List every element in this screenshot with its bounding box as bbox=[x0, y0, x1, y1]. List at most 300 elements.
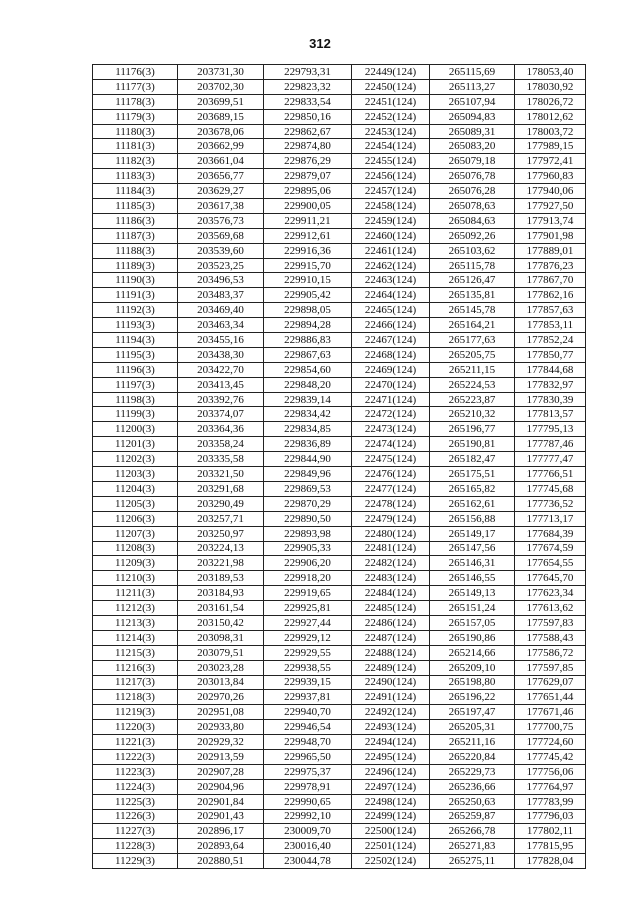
cell-x-coord-a: 203617,38 bbox=[178, 199, 264, 214]
cell-x-coord-a: 203189,53 bbox=[178, 571, 264, 586]
cell-point-id-b: 22493(124) bbox=[352, 720, 430, 735]
cell-y-coord-a: 229975,37 bbox=[264, 764, 352, 779]
table-row bbox=[93, 407, 586, 422]
table-row bbox=[93, 705, 586, 720]
cell-x-coord-b: 265094,83 bbox=[430, 109, 515, 124]
cell-x-coord-a: 202880,51 bbox=[178, 854, 264, 869]
coordinates-table bbox=[92, 64, 586, 869]
cell-point-id-b: 22458(124) bbox=[352, 199, 430, 214]
table-row bbox=[93, 615, 586, 630]
cell-point-id-b: 22480(124) bbox=[352, 526, 430, 541]
cell-point-id-a: 11217(3) bbox=[93, 675, 178, 690]
cell-x-coord-a: 203150,42 bbox=[178, 615, 264, 630]
cell-y-coord-a: 229836,89 bbox=[264, 437, 352, 452]
table-row bbox=[93, 675, 586, 690]
cell-x-coord-b: 265156,88 bbox=[430, 511, 515, 526]
cell-point-id-b: 22460(124) bbox=[352, 228, 430, 243]
cell-point-id-b: 22454(124) bbox=[352, 139, 430, 154]
cell-x-coord-a: 203569,68 bbox=[178, 228, 264, 243]
cell-point-id-b: 22459(124) bbox=[352, 213, 430, 228]
cell-y-coord-b: 177724,60 bbox=[515, 735, 586, 750]
cell-x-coord-a: 203374,07 bbox=[178, 407, 264, 422]
cell-y-coord-a: 229848,20 bbox=[264, 377, 352, 392]
cell-y-coord-a: 229870,29 bbox=[264, 496, 352, 511]
cell-x-coord-a: 203422,70 bbox=[178, 362, 264, 377]
cell-x-coord-a: 203257,71 bbox=[178, 511, 264, 526]
cell-y-coord-b: 177876,23 bbox=[515, 258, 586, 273]
cell-y-coord-b: 177736,52 bbox=[515, 496, 586, 511]
cell-y-coord-a: 229867,63 bbox=[264, 347, 352, 362]
cell-point-id-a: 11216(3) bbox=[93, 660, 178, 675]
cell-y-coord-b: 177654,55 bbox=[515, 556, 586, 571]
cell-y-coord-a: 229833,54 bbox=[264, 94, 352, 109]
cell-x-coord-b: 265205,31 bbox=[430, 720, 515, 735]
cell-x-coord-a: 203079,51 bbox=[178, 645, 264, 660]
cell-y-coord-b: 177830,39 bbox=[515, 392, 586, 407]
cell-x-coord-b: 265220,84 bbox=[430, 749, 515, 764]
table-row bbox=[93, 735, 586, 750]
cell-y-coord-b: 177889,01 bbox=[515, 243, 586, 258]
table-row bbox=[93, 288, 586, 303]
cell-x-coord-b: 265146,55 bbox=[430, 571, 515, 586]
cell-point-id-a: 11176(3) bbox=[93, 65, 178, 80]
cell-point-id-b: 22451(124) bbox=[352, 94, 430, 109]
cell-y-coord-a: 229905,42 bbox=[264, 288, 352, 303]
cell-y-coord-a: 229925,81 bbox=[264, 601, 352, 616]
cell-y-coord-a: 229893,98 bbox=[264, 526, 352, 541]
cell-point-id-b: 22457(124) bbox=[352, 184, 430, 199]
cell-point-id-a: 11204(3) bbox=[93, 481, 178, 496]
cell-point-id-b: 22468(124) bbox=[352, 347, 430, 362]
table-row bbox=[93, 392, 586, 407]
cell-x-coord-b: 265210,32 bbox=[430, 407, 515, 422]
cell-x-coord-a: 203438,30 bbox=[178, 347, 264, 362]
cell-y-coord-a: 230044,78 bbox=[264, 854, 352, 869]
cell-point-id-a: 11222(3) bbox=[93, 749, 178, 764]
cell-x-coord-b: 265079,18 bbox=[430, 154, 515, 169]
cell-y-coord-b: 177613,62 bbox=[515, 601, 586, 616]
cell-y-coord-a: 229915,70 bbox=[264, 258, 352, 273]
cell-x-coord-a: 203291,68 bbox=[178, 481, 264, 496]
cell-point-id-b: 22453(124) bbox=[352, 124, 430, 139]
cell-y-coord-b: 177777,47 bbox=[515, 452, 586, 467]
cell-y-coord-a: 229948,70 bbox=[264, 735, 352, 750]
cell-y-coord-b: 177802,11 bbox=[515, 824, 586, 839]
cell-point-id-b: 22475(124) bbox=[352, 452, 430, 467]
cell-y-coord-b: 177588,43 bbox=[515, 630, 586, 645]
cell-y-coord-b: 177867,70 bbox=[515, 273, 586, 288]
cell-y-coord-b: 177745,42 bbox=[515, 749, 586, 764]
cell-y-coord-b: 177586,72 bbox=[515, 645, 586, 660]
cell-point-id-b: 22484(124) bbox=[352, 586, 430, 601]
cell-point-id-b: 22496(124) bbox=[352, 764, 430, 779]
table-row bbox=[93, 109, 586, 124]
cell-x-coord-b: 265113,27 bbox=[430, 79, 515, 94]
cell-point-id-a: 11178(3) bbox=[93, 94, 178, 109]
cell-x-coord-b: 265236,66 bbox=[430, 779, 515, 794]
cell-y-coord-a: 229874,80 bbox=[264, 139, 352, 154]
cell-y-coord-a: 229905,33 bbox=[264, 541, 352, 556]
cell-y-coord-a: 229849,96 bbox=[264, 467, 352, 482]
cell-point-id-a: 11196(3) bbox=[93, 362, 178, 377]
cell-x-coord-b: 265157,05 bbox=[430, 615, 515, 630]
cell-x-coord-b: 265145,78 bbox=[430, 303, 515, 318]
cell-y-coord-a: 229823,32 bbox=[264, 79, 352, 94]
cell-point-id-a: 11212(3) bbox=[93, 601, 178, 616]
cell-point-id-b: 22470(124) bbox=[352, 377, 430, 392]
cell-x-coord-b: 265211,15 bbox=[430, 362, 515, 377]
cell-point-id-a: 11207(3) bbox=[93, 526, 178, 541]
cell-x-coord-a: 203250,97 bbox=[178, 526, 264, 541]
table-row bbox=[93, 273, 586, 288]
cell-point-id-b: 22502(124) bbox=[352, 854, 430, 869]
cell-point-id-b: 22495(124) bbox=[352, 749, 430, 764]
cell-point-id-a: 11183(3) bbox=[93, 169, 178, 184]
cell-y-coord-b: 177783,99 bbox=[515, 794, 586, 809]
table-row bbox=[93, 630, 586, 645]
cell-point-id-a: 11201(3) bbox=[93, 437, 178, 452]
cell-point-id-b: 22479(124) bbox=[352, 511, 430, 526]
cell-point-id-b: 22494(124) bbox=[352, 735, 430, 750]
cell-point-id-a: 11228(3) bbox=[93, 839, 178, 854]
cell-point-id-b: 22467(124) bbox=[352, 333, 430, 348]
cell-point-id-b: 22500(124) bbox=[352, 824, 430, 839]
cell-y-coord-a: 229895,06 bbox=[264, 184, 352, 199]
cell-point-id-a: 11199(3) bbox=[93, 407, 178, 422]
coordinates-table-body bbox=[93, 65, 586, 869]
cell-point-id-a: 11191(3) bbox=[93, 288, 178, 303]
cell-y-coord-b: 177815,95 bbox=[515, 839, 586, 854]
cell-point-id-b: 22464(124) bbox=[352, 288, 430, 303]
cell-y-coord-a: 229912,61 bbox=[264, 228, 352, 243]
cell-x-coord-b: 265266,78 bbox=[430, 824, 515, 839]
cell-x-coord-b: 265175,51 bbox=[430, 467, 515, 482]
table-row bbox=[93, 347, 586, 362]
table-row bbox=[93, 496, 586, 511]
cell-y-coord-a: 229939,15 bbox=[264, 675, 352, 690]
cell-y-coord-b: 177787,46 bbox=[515, 437, 586, 452]
page-number: 312 bbox=[309, 36, 331, 51]
cell-y-coord-b: 177862,16 bbox=[515, 288, 586, 303]
cell-y-coord-a: 229886,83 bbox=[264, 333, 352, 348]
cell-point-id-b: 22488(124) bbox=[352, 645, 430, 660]
table-row bbox=[93, 764, 586, 779]
cell-x-coord-b: 265198,80 bbox=[430, 675, 515, 690]
cell-y-coord-b: 177671,46 bbox=[515, 705, 586, 720]
cell-y-coord-a: 229894,28 bbox=[264, 318, 352, 333]
table-row bbox=[93, 690, 586, 705]
cell-y-coord-a: 229929,55 bbox=[264, 645, 352, 660]
cell-x-coord-b: 265078,63 bbox=[430, 199, 515, 214]
cell-point-id-a: 11219(3) bbox=[93, 705, 178, 720]
cell-point-id-b: 22469(124) bbox=[352, 362, 430, 377]
cell-y-coord-a: 229965,50 bbox=[264, 749, 352, 764]
cell-y-coord-a: 229940,70 bbox=[264, 705, 352, 720]
cell-y-coord-a: 229862,67 bbox=[264, 124, 352, 139]
cell-x-coord-a: 203469,40 bbox=[178, 303, 264, 318]
cell-y-coord-a: 229850,16 bbox=[264, 109, 352, 124]
cell-y-coord-b: 177850,77 bbox=[515, 347, 586, 362]
cell-x-coord-a: 203678,06 bbox=[178, 124, 264, 139]
cell-y-coord-a: 229793,31 bbox=[264, 65, 352, 80]
cell-point-id-b: 22481(124) bbox=[352, 541, 430, 556]
cell-x-coord-a: 203290,49 bbox=[178, 496, 264, 511]
cell-point-id-b: 22465(124) bbox=[352, 303, 430, 318]
table-row bbox=[93, 467, 586, 482]
cell-y-coord-a: 229911,21 bbox=[264, 213, 352, 228]
cell-y-coord-a: 229898,05 bbox=[264, 303, 352, 318]
cell-x-coord-a: 203224,13 bbox=[178, 541, 264, 556]
table-row bbox=[93, 228, 586, 243]
cell-y-coord-b: 177828,04 bbox=[515, 854, 586, 869]
cell-point-id-a: 11209(3) bbox=[93, 556, 178, 571]
cell-y-coord-a: 229992,10 bbox=[264, 809, 352, 824]
cell-x-coord-a: 203702,30 bbox=[178, 79, 264, 94]
cell-x-coord-a: 203455,16 bbox=[178, 333, 264, 348]
cell-x-coord-a: 203523,25 bbox=[178, 258, 264, 273]
cell-x-coord-a: 203392,76 bbox=[178, 392, 264, 407]
cell-point-id-a: 11220(3) bbox=[93, 720, 178, 735]
cell-x-coord-b: 265107,94 bbox=[430, 94, 515, 109]
cell-x-coord-a: 203496,53 bbox=[178, 273, 264, 288]
table-row bbox=[93, 199, 586, 214]
cell-x-coord-a: 202933,80 bbox=[178, 720, 264, 735]
cell-x-coord-a: 203413,45 bbox=[178, 377, 264, 392]
cell-x-coord-b: 265196,77 bbox=[430, 422, 515, 437]
cell-point-id-a: 11227(3) bbox=[93, 824, 178, 839]
cell-y-coord-a: 230016,40 bbox=[264, 839, 352, 854]
table-row bbox=[93, 437, 586, 452]
cell-point-id-b: 22491(124) bbox=[352, 690, 430, 705]
cell-point-id-a: 11218(3) bbox=[93, 690, 178, 705]
cell-y-coord-a: 229879,07 bbox=[264, 169, 352, 184]
cell-y-coord-b: 177745,68 bbox=[515, 481, 586, 496]
cell-point-id-a: 11210(3) bbox=[93, 571, 178, 586]
table-row bbox=[93, 511, 586, 526]
cell-x-coord-a: 203662,99 bbox=[178, 139, 264, 154]
cell-x-coord-a: 203321,50 bbox=[178, 467, 264, 482]
cell-point-id-a: 11202(3) bbox=[93, 452, 178, 467]
cell-point-id-a: 11224(3) bbox=[93, 779, 178, 794]
cell-x-coord-a: 202896,17 bbox=[178, 824, 264, 839]
cell-point-id-b: 22463(124) bbox=[352, 273, 430, 288]
cell-point-id-a: 11182(3) bbox=[93, 154, 178, 169]
cell-point-id-a: 11185(3) bbox=[93, 199, 178, 214]
table-row bbox=[93, 213, 586, 228]
cell-x-coord-b: 265271,83 bbox=[430, 839, 515, 854]
table-row bbox=[93, 779, 586, 794]
cell-x-coord-a: 203463,34 bbox=[178, 318, 264, 333]
cell-point-id-b: 22486(124) bbox=[352, 615, 430, 630]
cell-y-coord-b: 178053,40 bbox=[515, 65, 586, 80]
cell-point-id-b: 22492(124) bbox=[352, 705, 430, 720]
cell-y-coord-b: 177844,68 bbox=[515, 362, 586, 377]
cell-x-coord-b: 265224,53 bbox=[430, 377, 515, 392]
cell-point-id-b: 22473(124) bbox=[352, 422, 430, 437]
table-row bbox=[93, 452, 586, 467]
table-row bbox=[93, 154, 586, 169]
table-row bbox=[93, 854, 586, 869]
cell-y-coord-a: 229910,15 bbox=[264, 273, 352, 288]
cell-point-id-a: 11180(3) bbox=[93, 124, 178, 139]
cell-point-id-a: 11194(3) bbox=[93, 333, 178, 348]
cell-x-coord-a: 202951,08 bbox=[178, 705, 264, 720]
cell-x-coord-b: 265126,47 bbox=[430, 273, 515, 288]
cell-x-coord-a: 203699,51 bbox=[178, 94, 264, 109]
cell-point-id-a: 11200(3) bbox=[93, 422, 178, 437]
cell-y-coord-b: 177927,50 bbox=[515, 199, 586, 214]
cell-x-coord-b: 265205,75 bbox=[430, 347, 515, 362]
cell-point-id-a: 11195(3) bbox=[93, 347, 178, 362]
cell-x-coord-b: 265190,86 bbox=[430, 630, 515, 645]
cell-x-coord-b: 265209,10 bbox=[430, 660, 515, 675]
table-row bbox=[93, 541, 586, 556]
cell-x-coord-b: 265092,26 bbox=[430, 228, 515, 243]
cell-y-coord-a: 229876,29 bbox=[264, 154, 352, 169]
cell-y-coord-a: 229834,85 bbox=[264, 422, 352, 437]
cell-y-coord-b: 177756,06 bbox=[515, 764, 586, 779]
cell-x-coord-b: 265229,73 bbox=[430, 764, 515, 779]
cell-point-id-b: 22472(124) bbox=[352, 407, 430, 422]
table-row bbox=[93, 601, 586, 616]
cell-x-coord-b: 265165,82 bbox=[430, 481, 515, 496]
cell-y-coord-b: 177597,85 bbox=[515, 660, 586, 675]
cell-point-id-b: 22476(124) bbox=[352, 467, 430, 482]
cell-y-coord-b: 177832,97 bbox=[515, 377, 586, 392]
cell-x-coord-b: 265177,63 bbox=[430, 333, 515, 348]
cell-point-id-b: 22482(124) bbox=[352, 556, 430, 571]
table-row bbox=[93, 824, 586, 839]
cell-y-coord-b: 177684,39 bbox=[515, 526, 586, 541]
cell-x-coord-a: 202929,32 bbox=[178, 735, 264, 750]
cell-y-coord-b: 177796,03 bbox=[515, 809, 586, 824]
table-row bbox=[93, 139, 586, 154]
table-row bbox=[93, 362, 586, 377]
cell-y-coord-a: 229937,81 bbox=[264, 690, 352, 705]
cell-x-coord-a: 203023,28 bbox=[178, 660, 264, 675]
cell-x-coord-b: 265196,22 bbox=[430, 690, 515, 705]
cell-x-coord-a: 203335,58 bbox=[178, 452, 264, 467]
cell-x-coord-b: 265089,31 bbox=[430, 124, 515, 139]
cell-x-coord-a: 203358,24 bbox=[178, 437, 264, 452]
table-row bbox=[93, 333, 586, 348]
cell-point-id-a: 11189(3) bbox=[93, 258, 178, 273]
cell-x-coord-a: 203221,98 bbox=[178, 556, 264, 571]
cell-point-id-b: 22497(124) bbox=[352, 779, 430, 794]
cell-y-coord-a: 229834,42 bbox=[264, 407, 352, 422]
cell-x-coord-b: 265250,63 bbox=[430, 794, 515, 809]
cell-x-coord-b: 265259,87 bbox=[430, 809, 515, 824]
table-row bbox=[93, 809, 586, 824]
cell-x-coord-b: 265084,63 bbox=[430, 213, 515, 228]
cell-y-coord-b: 177853,11 bbox=[515, 318, 586, 333]
cell-x-coord-a: 203161,54 bbox=[178, 601, 264, 616]
cell-point-id-b: 22471(124) bbox=[352, 392, 430, 407]
cell-point-id-a: 11187(3) bbox=[93, 228, 178, 243]
cell-y-coord-a: 229906,20 bbox=[264, 556, 352, 571]
cell-y-coord-a: 230009,70 bbox=[264, 824, 352, 839]
table-row bbox=[93, 184, 586, 199]
cell-y-coord-b: 178030,92 bbox=[515, 79, 586, 94]
cell-x-coord-b: 265182,47 bbox=[430, 452, 515, 467]
cell-x-coord-b: 265115,69 bbox=[430, 65, 515, 80]
cell-x-coord-b: 265135,81 bbox=[430, 288, 515, 303]
cell-point-id-b: 22483(124) bbox=[352, 571, 430, 586]
cell-point-id-a: 11225(3) bbox=[93, 794, 178, 809]
cell-point-id-a: 11206(3) bbox=[93, 511, 178, 526]
table-row bbox=[93, 124, 586, 139]
cell-point-id-a: 11184(3) bbox=[93, 184, 178, 199]
cell-x-coord-a: 203576,73 bbox=[178, 213, 264, 228]
cell-y-coord-b: 177651,44 bbox=[515, 690, 586, 705]
cell-x-coord-a: 202901,43 bbox=[178, 809, 264, 824]
cell-point-id-a: 11221(3) bbox=[93, 735, 178, 750]
cell-point-id-b: 22489(124) bbox=[352, 660, 430, 675]
cell-x-coord-b: 265076,78 bbox=[430, 169, 515, 184]
cell-point-id-b: 22499(124) bbox=[352, 809, 430, 824]
table-row bbox=[93, 258, 586, 273]
cell-point-id-a: 11177(3) bbox=[93, 79, 178, 94]
cell-x-coord-a: 203013,84 bbox=[178, 675, 264, 690]
cell-point-id-a: 11215(3) bbox=[93, 645, 178, 660]
cell-y-coord-b: 178003,72 bbox=[515, 124, 586, 139]
table-row bbox=[93, 839, 586, 854]
cell-point-id-b: 22478(124) bbox=[352, 496, 430, 511]
cell-point-id-a: 11226(3) bbox=[93, 809, 178, 824]
cell-y-coord-b: 177597,83 bbox=[515, 615, 586, 630]
table-row bbox=[93, 481, 586, 496]
cell-y-coord-b: 177674,59 bbox=[515, 541, 586, 556]
table-row bbox=[93, 720, 586, 735]
cell-x-coord-b: 265162,61 bbox=[430, 496, 515, 511]
cell-x-coord-a: 202907,28 bbox=[178, 764, 264, 779]
cell-point-id-a: 11190(3) bbox=[93, 273, 178, 288]
cell-point-id-b: 22452(124) bbox=[352, 109, 430, 124]
cell-point-id-a: 11205(3) bbox=[93, 496, 178, 511]
cell-x-coord-b: 265164,21 bbox=[430, 318, 515, 333]
cell-x-coord-a: 202913,59 bbox=[178, 749, 264, 764]
cell-y-coord-b: 177960,83 bbox=[515, 169, 586, 184]
table-row bbox=[93, 571, 586, 586]
cell-point-id-a: 11188(3) bbox=[93, 243, 178, 258]
cell-point-id-b: 22450(124) bbox=[352, 79, 430, 94]
table-row bbox=[93, 243, 586, 258]
cell-y-coord-a: 229990,65 bbox=[264, 794, 352, 809]
cell-y-coord-b: 177713,17 bbox=[515, 511, 586, 526]
cell-y-coord-a: 229916,36 bbox=[264, 243, 352, 258]
table-row bbox=[93, 749, 586, 764]
cell-point-id-a: 11213(3) bbox=[93, 615, 178, 630]
cell-y-coord-a: 229890,50 bbox=[264, 511, 352, 526]
cell-point-id-a: 11197(3) bbox=[93, 377, 178, 392]
cell-point-id-b: 22455(124) bbox=[352, 154, 430, 169]
cell-y-coord-a: 229938,55 bbox=[264, 660, 352, 675]
cell-point-id-a: 11179(3) bbox=[93, 109, 178, 124]
cell-x-coord-a: 203731,30 bbox=[178, 65, 264, 80]
cell-x-coord-b: 265190,81 bbox=[430, 437, 515, 452]
cell-point-id-b: 22461(124) bbox=[352, 243, 430, 258]
cell-y-coord-b: 177645,70 bbox=[515, 571, 586, 586]
cell-x-coord-a: 203661,04 bbox=[178, 154, 264, 169]
table-row bbox=[93, 422, 586, 437]
cell-x-coord-b: 265214,66 bbox=[430, 645, 515, 660]
cell-x-coord-a: 202970,26 bbox=[178, 690, 264, 705]
cell-x-coord-b: 265103,62 bbox=[430, 243, 515, 258]
cell-x-coord-b: 265197,47 bbox=[430, 705, 515, 720]
cell-y-coord-b: 177813,57 bbox=[515, 407, 586, 422]
cell-x-coord-a: 203689,15 bbox=[178, 109, 264, 124]
cell-x-coord-b: 265211,16 bbox=[430, 735, 515, 750]
